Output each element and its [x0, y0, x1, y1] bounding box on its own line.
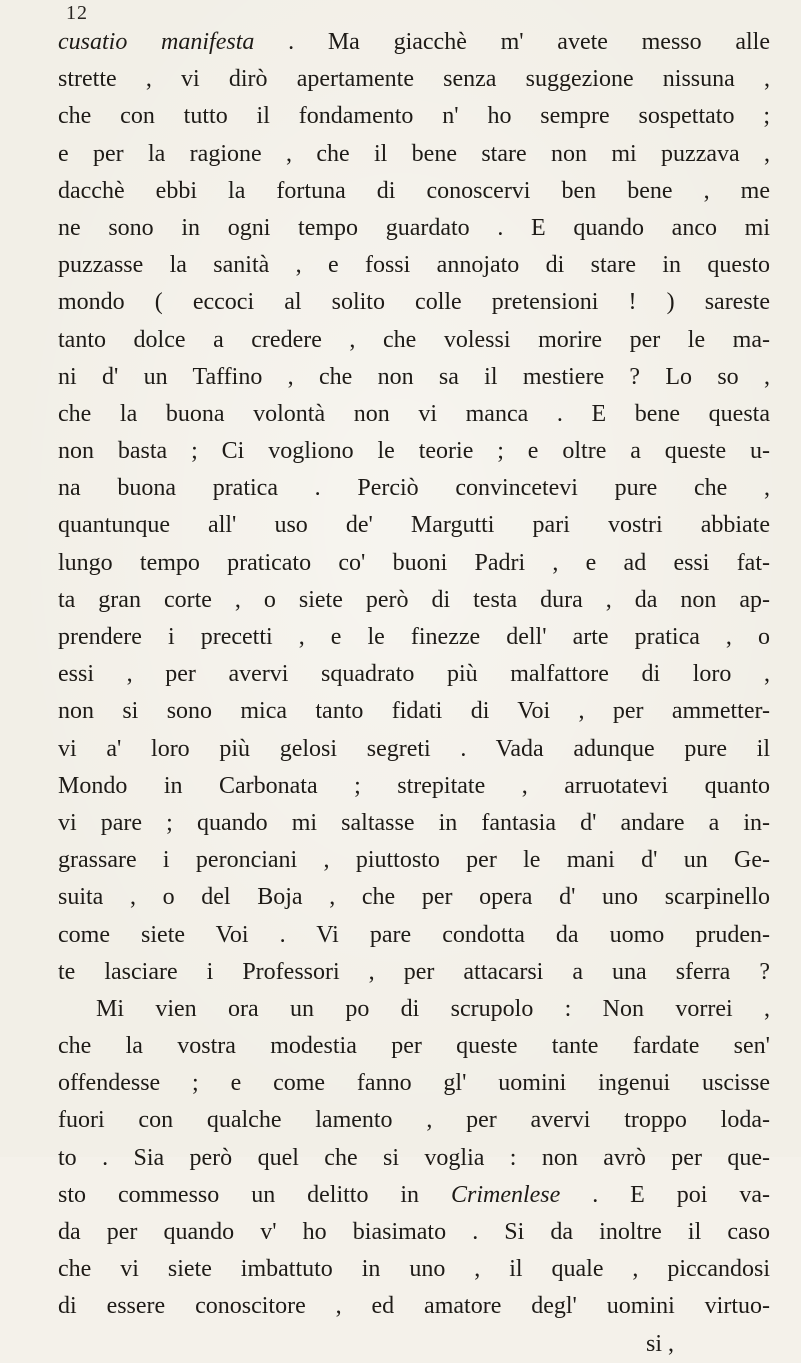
italic-text: Crimenlese: [450, 1181, 561, 1208]
line-text: dacchè ebbi la fortuna di conoscervi ben bene , me: [58, 177, 770, 204]
text-line: [58, 173, 770, 210]
text-line: [58, 1326, 770, 1363]
line-text: come siete Voi . Vi pare condotta da uomo pruden-: [58, 921, 770, 948]
line-text: che la buona volontà non vi manca . E bene questa: [58, 400, 770, 427]
text-line: [58, 1102, 770, 1139]
line-text: na buona pratica . Perciò convincetevi pure che ,: [58, 475, 770, 502]
text-line: [58, 954, 770, 991]
text-line: [58, 545, 770, 582]
line-text: strette , vi dirò apertamente senza suggezione nissuna ,: [58, 66, 770, 93]
line-text: fuori con qualche lamento , per avervi troppo loda-: [58, 1107, 770, 1134]
text-line: [58, 1214, 770, 1251]
line-text: che con tutto il fondamento n' ho sempre sospettato ;: [58, 103, 770, 130]
text-line: [58, 210, 770, 247]
line-text: puzzasse la sanità , e fossi annojato di stare in questo: [58, 252, 770, 279]
italic-text: cusatio manifesta: [58, 29, 255, 55]
line-text: non basta ; Ci vogliono le teorie ; e oltre a queste u-: [58, 438, 770, 465]
text-line: [58, 619, 770, 656]
line-text-tail: . E poi va-: [560, 1181, 770, 1208]
line-text: offendesse ; e come fanno gl' uomini ingenui uscisse: [58, 1070, 770, 1097]
text-line: [58, 879, 770, 916]
line-text: essi , per avervi squadrato più malfattore di loro ,: [58, 661, 770, 688]
line-text: ne sono in ogni tempo guardato . E quando anco mi: [58, 214, 770, 241]
line-text: suita , o del Boja , che per opera d' uno scarpinello: [58, 884, 770, 911]
line-text: vi a' loro più gelosi segreti . Vada adunque pure il: [58, 735, 770, 762]
text-line: [58, 98, 770, 135]
text-line: [58, 1251, 770, 1288]
line-text: Mondo in Carbonata ; strepitate , arruotatevi quanto: [58, 772, 770, 799]
line-text: vi pare ; quando mi saltasse in fantasia d' andare a in-: [58, 809, 770, 836]
line-text: mondo ( eccoci al solito colle pretensioni ! ) sareste: [58, 289, 770, 316]
line-text-tail: . Ma giacchè m' avete messo alle: [254, 29, 771, 55]
text-line: [58, 1177, 770, 1214]
text-line: [58, 1028, 770, 1065]
line-text: Mi vien ora un po di scrupolo : Non vorrei ,: [96, 995, 770, 1022]
text-line: [58, 768, 770, 805]
text-line: [58, 470, 770, 507]
text-line: [58, 656, 770, 693]
line-text: sto commesso un delitto in: [58, 1181, 451, 1208]
text-line: [58, 1140, 770, 1177]
text-line: [58, 247, 770, 284]
text-line: [58, 1065, 770, 1102]
text-line: [58, 805, 770, 842]
line-text: non si sono mica tanto fidati di Voi , per ammetter-: [58, 698, 770, 725]
text-line: [58, 284, 770, 321]
text-line: [58, 1288, 770, 1325]
line-text: che la vostra modestia per queste tante fardate sen': [58, 1033, 770, 1060]
line-text: di essere conoscitore , ed amatore degl' uomini virtuo-: [58, 1293, 770, 1320]
line-text: grassare i peronciani , piuttosto per le mani d' un Ge-: [58, 847, 770, 874]
text-line: [58, 842, 770, 879]
line-text: te lasciare i Professori , per attacarsi a una sferra ?: [58, 958, 770, 985]
text-line: [58, 24, 770, 61]
line-text: e per la ragione , che il bene stare non mi puzzava ,: [58, 140, 770, 167]
line-text: da per quando v' ho biasimato . Si da inoltre il caso: [58, 1219, 770, 1245]
text-line: [58, 582, 770, 619]
text-line: [58, 61, 770, 98]
text-line: [58, 507, 770, 544]
text-line: [58, 917, 770, 954]
line-text: to . Sia però quel che si voglia : non avrò per que-: [58, 1144, 770, 1171]
text-line: [58, 991, 770, 1028]
text-line: [58, 359, 770, 396]
line-text: ni d' un Taffino , che non sa il mestiere ? Lo so ,: [58, 363, 770, 390]
text-line: [58, 136, 770, 173]
text-line: [58, 693, 770, 730]
text-line: [58, 396, 770, 433]
line-text: tanto dolce a credere , che volessi morire per le ma-: [58, 326, 770, 353]
body-text: [58, 24, 770, 1363]
line-text: quantunque all' uso de' Margutti pari vostri abbiate: [58, 512, 770, 539]
line-text: che vi siete imbattuto in uno , il quale , piccandosi: [58, 1256, 770, 1283]
line-text: ta gran corte , o siete però di testa dura , da non ap-: [58, 586, 770, 613]
text-line: [58, 322, 770, 359]
text-line: [58, 433, 770, 470]
line-text: lungo tempo praticato co' buoni Padri , e ad essi fat-: [58, 549, 770, 576]
line-text: prendere i precetti , e le finezze dell' arte pratica , o: [58, 624, 770, 650]
text-line: [58, 731, 770, 768]
line-text: si ,: [645, 1330, 674, 1357]
page-number: 12: [66, 2, 88, 24]
